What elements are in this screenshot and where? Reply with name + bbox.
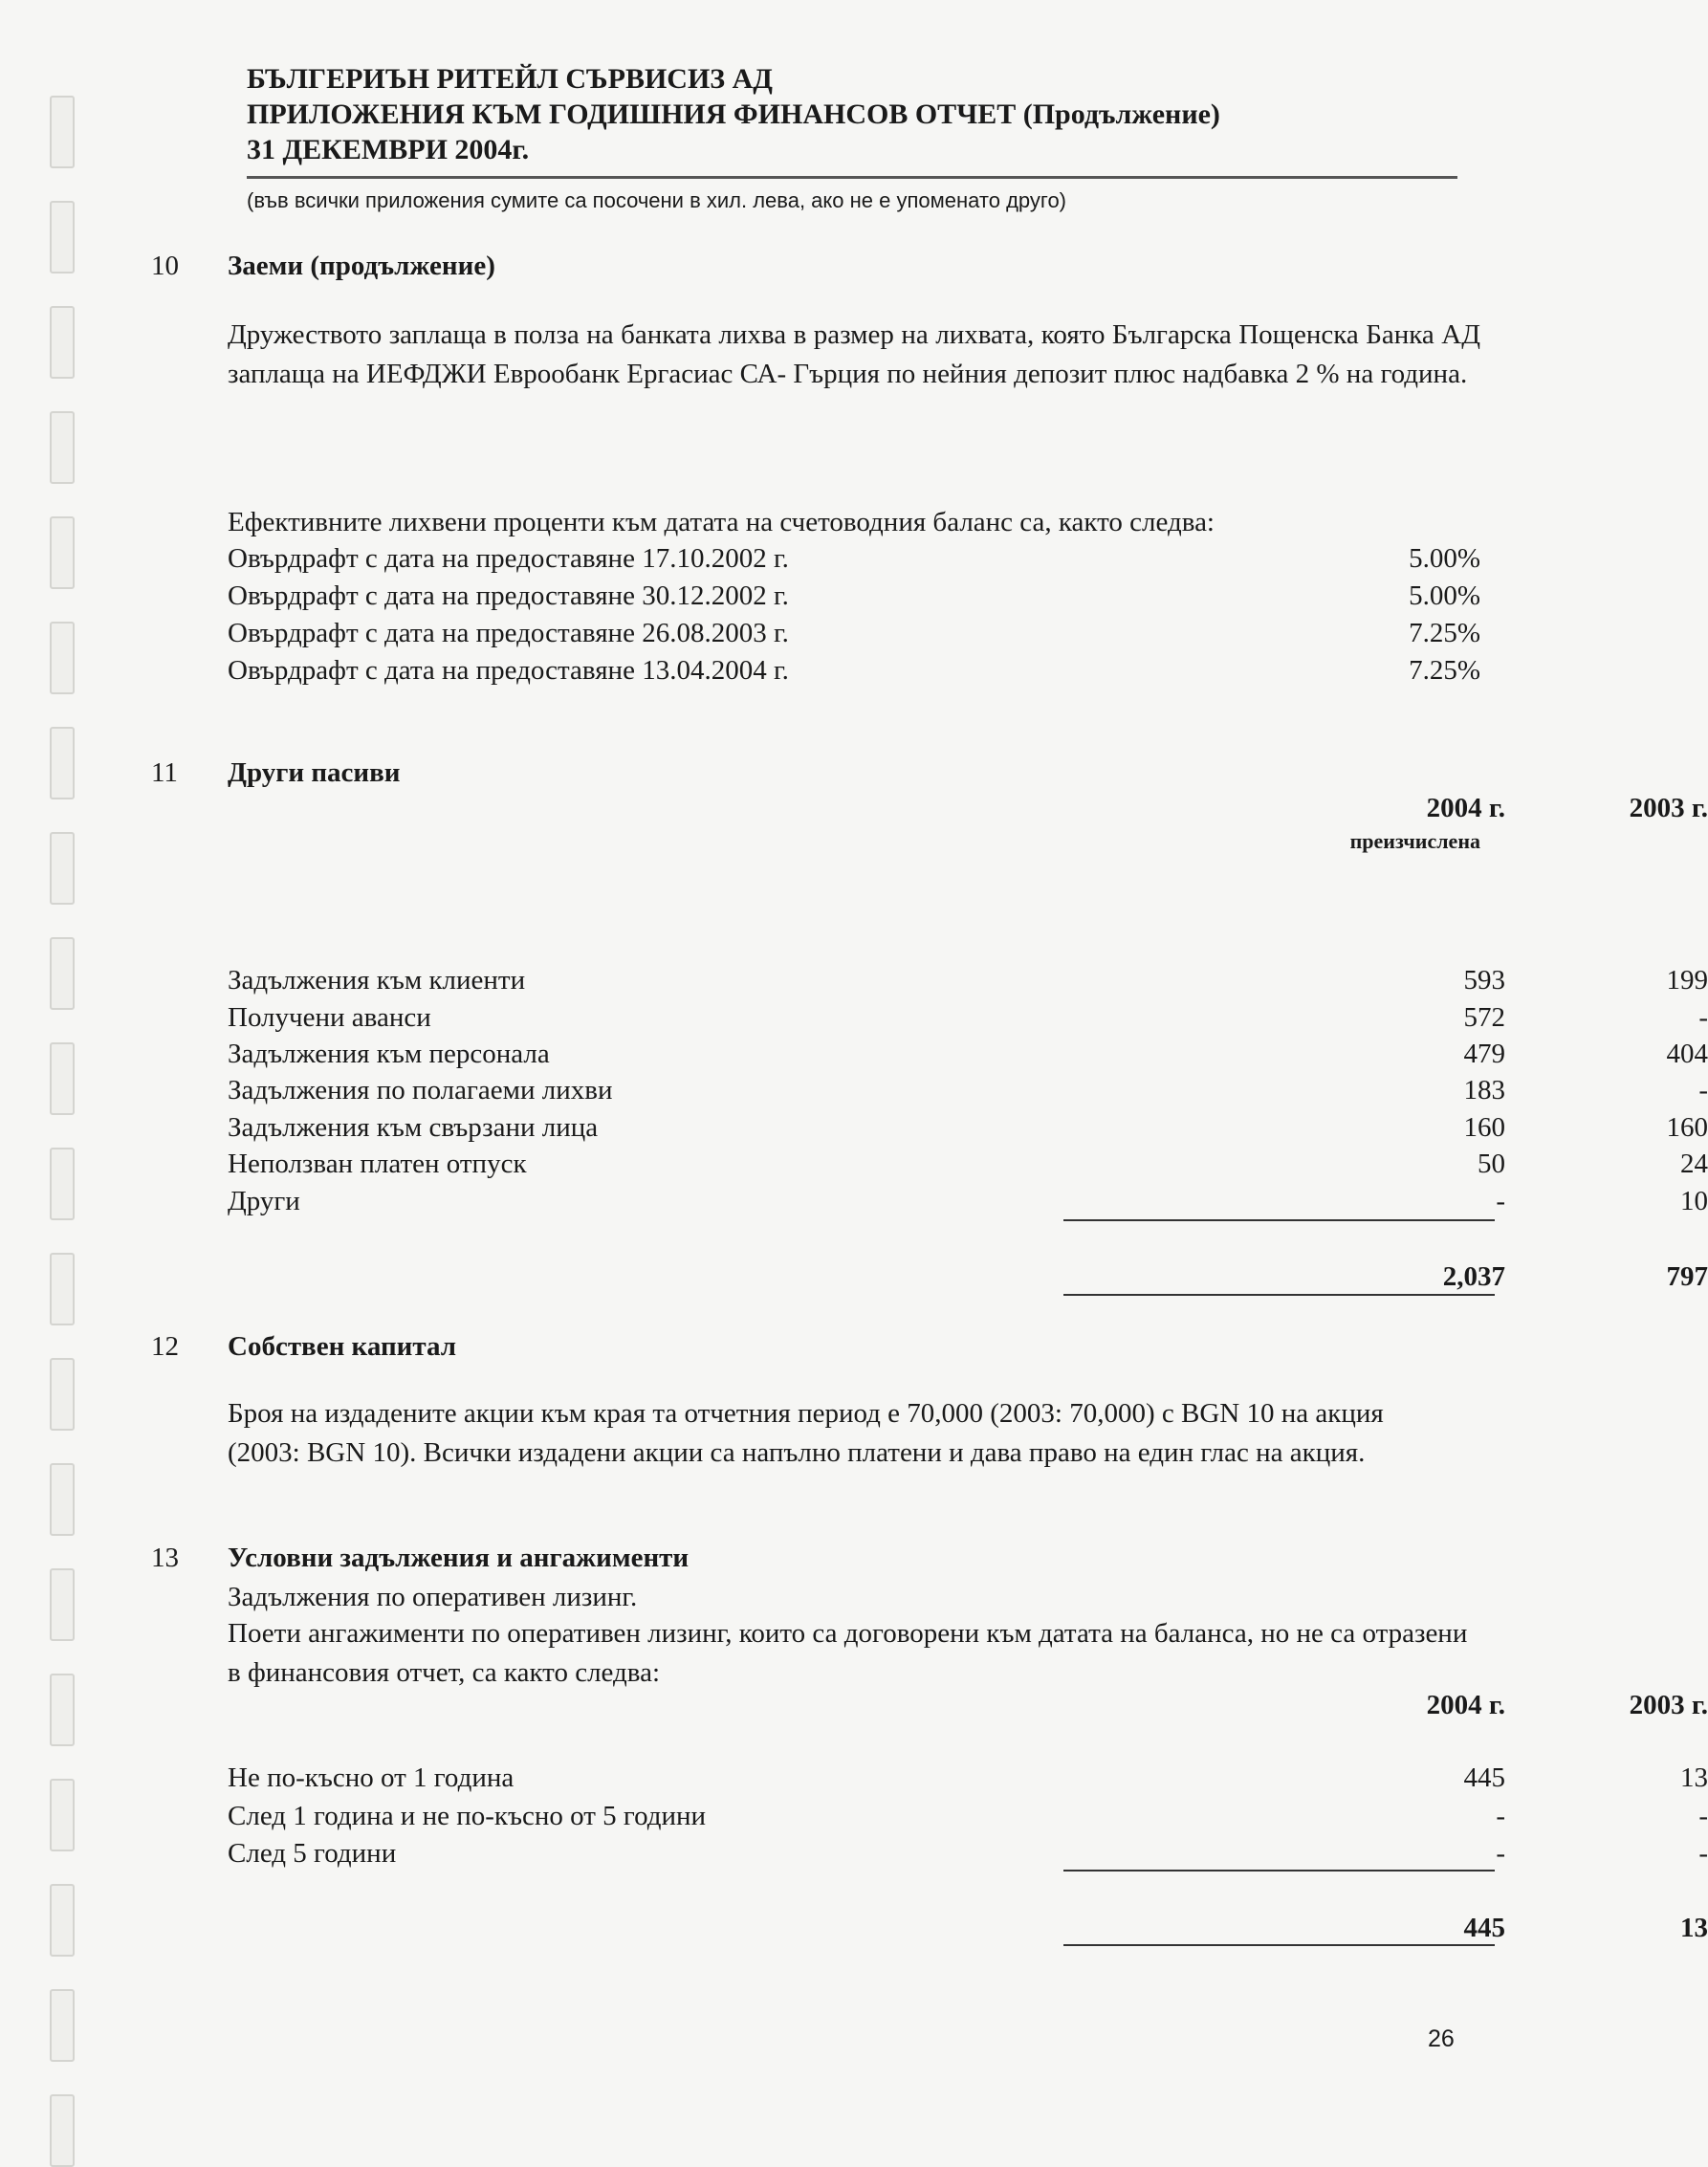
- value-2004: -: [1496, 1838, 1505, 1869]
- value-2004: -: [1496, 1801, 1505, 1831]
- binder-hole: [50, 411, 75, 484]
- rate-label: Овърдрафт с дата на предоставяне 30.12.2002 г.: [228, 580, 789, 611]
- table-row: [228, 999, 1708, 1037]
- col-2003-restated-note: преизчислена: [1349, 829, 1480, 853]
- table-row: [228, 1798, 1708, 1835]
- value-2003: -: [1698, 1075, 1708, 1105]
- row-label: След 5 години: [228, 1838, 397, 1869]
- rate-row: [228, 578, 1480, 615]
- rate-row: [228, 615, 1480, 652]
- total-2003: 13: [1680, 1913, 1708, 1943]
- row-label: Задължения към персонала: [228, 1039, 550, 1069]
- section-13-paragraph: Поети ангажименти по оперативен лизинг, които са договорени към датата на баланса, но не са отразени в финансовия отчет, са както следва:: [228, 1618, 1468, 1688]
- binder-hole: [50, 1884, 75, 1957]
- row-label: Задължения към клиенти: [228, 965, 526, 996]
- col-2004-header: 2004 г.: [1426, 1690, 1505, 1720]
- value-2004: 479: [1463, 1039, 1505, 1069]
- row-label: Получени аванси: [228, 1002, 431, 1033]
- value-2003: 13: [1680, 1762, 1708, 1793]
- rate-label: Овърдрафт с дата на предоставяне 13.04.2004 г.: [228, 655, 789, 686]
- binder-hole: [50, 2094, 75, 2167]
- value-2004: 50: [1478, 1149, 1505, 1179]
- rates-intro: Ефективните лихвени проценти към датата на счетоводния баланс са, както следва:: [228, 507, 1215, 537]
- section-13-subtitle: Задължения по оперативен лизинг.: [228, 1582, 638, 1612]
- section-13-column-headers: [228, 1687, 1708, 1724]
- rate-value: 5.00%: [1409, 580, 1480, 611]
- row-label: Други: [228, 1186, 300, 1216]
- table-row: [228, 1036, 1708, 1073]
- row-label: Неползван платен отпуск: [228, 1149, 527, 1179]
- row-label: Задължения по полагаеми лихви: [228, 1075, 613, 1105]
- value-2004: 183: [1463, 1075, 1505, 1105]
- rate-value: 7.25%: [1409, 655, 1480, 686]
- binder-hole: [50, 937, 75, 1010]
- binder-hole: [50, 1463, 75, 1536]
- rate-value: 7.25%: [1409, 618, 1480, 648]
- value-2004: -: [1496, 1186, 1505, 1216]
- section-13-number: 13: [151, 1543, 179, 1573]
- binder-hole: [50, 1779, 75, 1851]
- binder-hole: [50, 832, 75, 905]
- value-2004: 445: [1463, 1762, 1505, 1793]
- value-2004: 593: [1463, 965, 1505, 996]
- section-10-paragraph: Дружеството заплаща в полза на банката лихва в размер на лихвата, която Българска Пощенска Банка АД заплаща на ИЕФДЖИ Еврообанк Ергасиас СА- Гърция по нейния депозит плюс надбавка 2 % на година.: [228, 319, 1480, 389]
- total-2004: 2,037: [1442, 1261, 1505, 1292]
- rate-label: Овърдрафт с дата на предоставяне 26.08.2003 г.: [228, 618, 789, 648]
- value-2003: -: [1698, 1002, 1708, 1033]
- row-label: Не по-късно от 1 година: [228, 1762, 515, 1793]
- total-rule: [1063, 1944, 1495, 1946]
- section-11-number: 11: [151, 757, 178, 788]
- header-rule: [247, 176, 1457, 179]
- rate-row: [228, 540, 1480, 578]
- binder-hole: [50, 727, 75, 799]
- page-number: 26: [1428, 2025, 1455, 2052]
- col-2004-header: 2004 г.: [1426, 793, 1505, 823]
- binder-hole: [50, 516, 75, 589]
- binder-hole: [50, 1042, 75, 1115]
- value-2003: 10: [1680, 1186, 1708, 1216]
- report-title-suffix: (Продължение): [1022, 98, 1220, 130]
- binder-hole: [50, 1568, 75, 1641]
- report-date: 31 ДЕКЕМВРИ 2004г.: [247, 134, 530, 165]
- total-2004: 445: [1463, 1913, 1505, 1943]
- section-10-title: Заеми (продължение): [228, 251, 495, 281]
- company-name: БЪЛГЕРИЪН РИТЕЙЛ СЪРВИСИЗ АД: [247, 63, 773, 95]
- rate-row: [228, 652, 1480, 690]
- total-rule: [1063, 1294, 1495, 1296]
- table-row: [228, 1760, 1708, 1797]
- total-row: [228, 1259, 1708, 1296]
- total-row: [228, 1910, 1708, 1947]
- total-2003: 797: [1666, 1261, 1708, 1292]
- report-title: [247, 97, 1220, 132]
- binder-hole: [50, 1148, 75, 1220]
- col-2003-header: 2003 г.: [1629, 1690, 1708, 1720]
- row-label: Задължения към свързани лица: [228, 1112, 599, 1143]
- binder-hole: [50, 1989, 75, 2062]
- report-title-main: ПРИЛОЖЕНИЯ КЪМ ГОДИШНИЯ ФИНАНСОВ ОТЧЕТ: [247, 98, 1017, 130]
- binder-hole: [50, 1358, 75, 1431]
- table-row: [228, 1183, 1708, 1220]
- value-2003: 24: [1680, 1149, 1708, 1179]
- table-row: [228, 1146, 1708, 1183]
- binder-hole: [50, 201, 75, 274]
- value-2003: -: [1698, 1838, 1708, 1869]
- page-header: [247, 61, 1220, 167]
- table-row: [228, 1072, 1708, 1109]
- table-row: [228, 1109, 1708, 1147]
- binder-hole: [50, 1674, 75, 1746]
- value-2003: 199: [1666, 965, 1708, 996]
- col-2003-header: 2003 г.: [1629, 793, 1708, 823]
- section-13-title: Условни задължения и ангажименти: [228, 1543, 690, 1573]
- table-row: [228, 962, 1708, 999]
- binder-hole: [50, 622, 75, 694]
- value-2003: -: [1698, 1801, 1708, 1831]
- section-12-number: 12: [151, 1331, 179, 1362]
- binder-hole: [50, 1253, 75, 1325]
- currency-note: (във всички приложения сумите са посочени в хил. лева, ако не е упоменато друго): [247, 188, 1067, 212]
- section-12-title: Собствен капитал: [228, 1331, 456, 1362]
- binder-hole: [50, 306, 75, 379]
- value-2003: 404: [1666, 1039, 1708, 1069]
- binder-hole: [50, 96, 75, 168]
- rate-value: 5.00%: [1409, 543, 1480, 574]
- section-11-title: Други пасиви: [228, 757, 401, 788]
- section-11-column-headers: [228, 790, 1708, 827]
- rate-label: Овърдрафт с дата на предоставяне 17.10.2002 г.: [228, 543, 789, 574]
- subtotal-rule: [1063, 1219, 1495, 1221]
- value-2003: 160: [1666, 1112, 1708, 1143]
- value-2004: 160: [1463, 1112, 1505, 1143]
- value-2004: 572: [1463, 1002, 1505, 1033]
- subtotal-rule: [1063, 1870, 1495, 1872]
- section-10-number: 10: [151, 251, 179, 281]
- table-row: [228, 1835, 1708, 1872]
- row-label: След 1 година и не по-късно от 5 години: [228, 1801, 707, 1831]
- section-12-paragraph: Броя на издадените акции към края та отчетния период е 70,000 (2003: 70,000) с BGN 10 на акция (2003: BGN 10). Всички издадени акции са напълно платени и дава право на един глас на акция.: [228, 1398, 1384, 1468]
